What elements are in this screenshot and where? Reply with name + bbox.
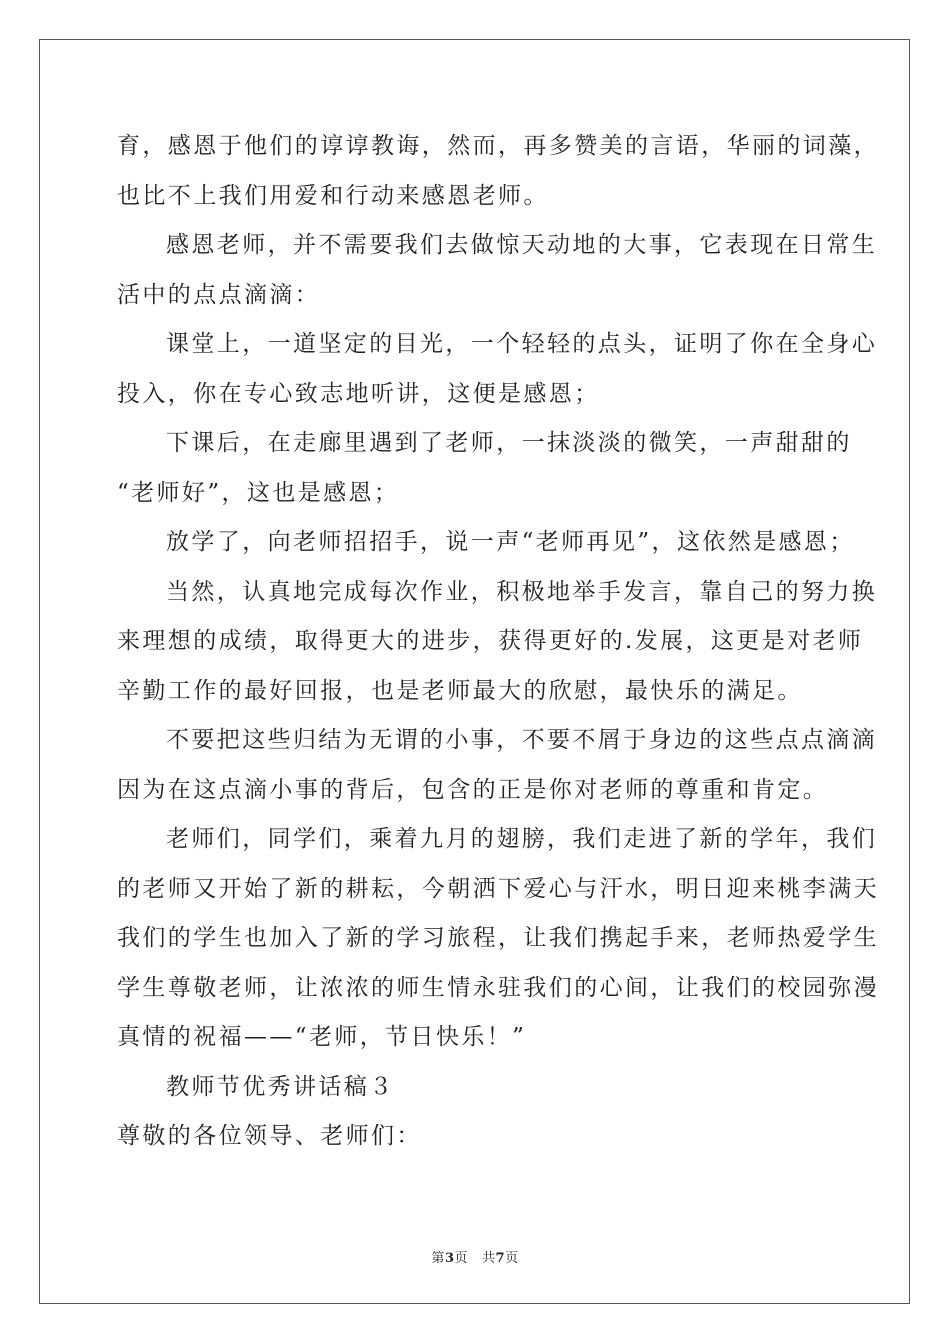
text-line: 辛勤工作的最好回报，也是老师最大的欣慰，最快乐的满足。 [117,677,803,704]
text-line: 来理想的成绩，取得更大的进步，获得更好的.发展，这更是对老师 [117,628,864,654]
text-line: 育，感恩于他们的谆谆教诲，然而，再多赞美的言语，华丽的词藻， [117,133,879,159]
footer-page-suffix: 页 [454,1251,468,1266]
text-line: 投入，你在专心致志地听讲，这便是感恩； [117,380,600,407]
text-line: “老师好”，这也是感恩； [117,479,400,506]
text-line: 感恩老师，并不需要我们去做惊天动地的大事，它表现在日常生 [166,232,878,258]
text-line: 老师们，同学们，乘着九月的翅膀，我们走进了新的学年，我们 [166,826,878,852]
text-line: 尊敬的各位领导、老师们： [117,1123,422,1149]
footer-total-prefix: 共 [482,1251,496,1266]
text-line: 我们的学生也加入了新的学习旅程，让我们携起手来，老师热爱学生 [117,925,879,951]
page-footer [0,1247,950,1266]
text-line: 不要把这些归结为无谓的小事，不要不屑于身边的这些点点滴滴 [166,727,878,753]
text-line: 的老师又开始了新的耕耘，今朝洒下爱心与汗水，明日迎来桃李满天 [117,875,879,902]
text-line: 当然，认真地完成每次作业，积极地举手发言，靠自己的努力换 [166,578,878,605]
footer-page-prefix: 第 [431,1251,445,1266]
text-line: 也比不上我们用爱和行动来感恩老师。 [117,182,549,209]
text-line: 因为在这点滴小事的背后，包含的正是你对老师的尊重和肯定。 [117,776,829,803]
document-body [117,122,879,1162]
text-line: 学生尊敬老师，让浓浓的师生情永驻我们的心间，让我们的校园弥漫 [117,974,879,1001]
text-line: 真情的祝福——“老师，节日快乐！” [117,1024,527,1050]
text-line: 教师节优秀讲话稿３ [166,1073,395,1100]
text-line: 放学了，向老师招招手，说一声“老师再见”，这依然是感恩； [166,529,855,555]
footer-total-number: 7 [495,1251,506,1266]
footer-page-number: 3 [444,1251,455,1266]
text-line: 下课后，在走廊里遇到了老师，一抹淡淡的微笑，一声甜甜的 [166,430,852,456]
text-line: 课堂上，一道坚定的目光，一个轻轻的点头，证明了你在全身心 [166,331,878,357]
footer-total-suffix: 页 [505,1251,519,1266]
text-line: 活中的点点滴滴： [117,281,321,308]
